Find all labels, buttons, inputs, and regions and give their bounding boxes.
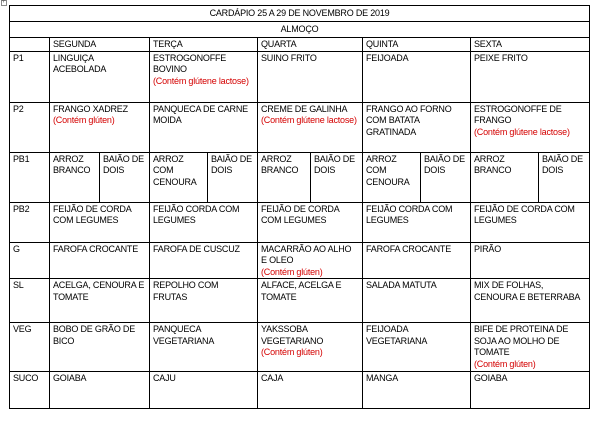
menu-cell <box>363 242 471 279</box>
table-row <box>10 372 590 409</box>
table-row <box>10 202 590 242</box>
day-header-monday: SEGUNDA <box>50 38 150 52</box>
table-row <box>10 323 590 372</box>
menu-table <box>9 5 590 409</box>
menu-cell: ARROZ BRANCO <box>50 152 100 202</box>
dish-text: BIFE DE PROTEINA DE SOJA AO MOLHO DE TOMATE <box>474 324 569 357</box>
dish-text: FEIJOADA <box>366 52 409 63</box>
menu-cell: ACELGA, CENOURA E TOMATE <box>50 279 150 323</box>
menu-cell: FEIJÃO CORDA COM LEGUMES <box>150 202 258 242</box>
meal-heading: ALMOÇO <box>10 22 590 38</box>
menu-cell: ARROZ COM CENOURA <box>150 152 208 202</box>
menu-cell: ARROZ BRANCO <box>471 152 539 202</box>
row-label: SUCO <box>10 372 50 409</box>
menu-cell: REPOLHO COM FRUTAS <box>150 279 258 323</box>
menu-cell <box>50 102 150 152</box>
row-label: P2 <box>10 102 50 152</box>
menu-cell: ARROZ COM CENOURA <box>363 152 421 202</box>
day-header-wednesday: QUARTA <box>258 38 363 52</box>
row-label: VEG <box>10 323 50 372</box>
table-move-handle-icon[interactable] <box>1 0 7 6</box>
row-label: G <box>10 242 50 279</box>
dish-text: FRANGO XADREZ <box>53 103 128 114</box>
menu-cell <box>50 323 150 372</box>
day-header-friday: SEXTA <box>471 38 590 52</box>
day-header-tuesday: TERÇA <box>150 38 258 52</box>
menu-cell: FEIJÃO CORDA COM LEGUMES <box>363 202 471 242</box>
menu-cell <box>258 242 363 279</box>
menu-cell: BAIÃO DE DOIS <box>539 152 590 202</box>
menu-cell <box>258 102 363 152</box>
menu-cell: GOIABA <box>471 372 590 409</box>
menu-cell <box>471 102 590 152</box>
dish-text: FAROFA DE CUSCUZ <box>153 243 240 254</box>
allergen-note: (Contém glútene lactose) <box>261 115 357 125</box>
row-label: PB2 <box>10 202 50 242</box>
menu-cell: MANGA <box>363 372 471 409</box>
dish-text: CREME DE GALINHA <box>261 103 348 114</box>
menu-cell <box>471 51 590 102</box>
dish-text: PANQUECA DE CARNE MOIDA <box>153 103 248 125</box>
menu-cell: FEIJÃO DE CORDA COM LEGUMES <box>258 202 363 242</box>
menu-cell: MIX DE FOLHAS, CENOURA E BETERRABA <box>471 279 590 323</box>
menu-cell: SALADA MATUTA <box>363 279 471 323</box>
allergen-note: (Contém glúten) <box>261 347 323 357</box>
menu-cell: GOIABA <box>50 372 150 409</box>
dish-text: PANQUECA VEGETARIANA <box>153 324 215 346</box>
menu-cell: BAIÃO DE DOIS <box>208 152 258 202</box>
page-title: CARDÁPIO 25 A 29 DE NOVEMBRO DE 2019 <box>10 6 590 22</box>
menu-cell <box>258 51 363 102</box>
menu-cell <box>471 323 590 372</box>
menu-cell <box>363 51 471 102</box>
menu-cell: FEIJÃO DE CORDA COM LEGUMES <box>50 202 150 242</box>
dish-text: PEIXE FRITO <box>474 52 528 63</box>
menu-cell: ALFACE, ACELGA E TOMATE <box>258 279 363 323</box>
dish-text: LINGUIÇA ACEBOLADA <box>53 52 107 74</box>
menu-cell <box>150 51 258 102</box>
dish-text: FEIJOADA VEGETARIANA <box>366 324 428 346</box>
table-row <box>10 279 590 323</box>
menu-cell: CAJU <box>150 372 258 409</box>
allergen-note: (Contém glútene lactose) <box>474 126 570 137</box>
dish-text: PIRÃO <box>474 243 502 254</box>
menu-cell: BAIÃO DE DOIS <box>100 152 150 202</box>
menu-cell <box>363 102 471 152</box>
allergen-note: (Contém glútene lactose) <box>153 75 249 86</box>
table-row <box>10 102 590 152</box>
dish-text: ESTROGONOFFE BOVINO <box>153 52 227 74</box>
menu-cell: ARROZ BRANCO <box>258 152 311 202</box>
allergen-note: (Contém glúten) <box>53 115 115 125</box>
dish-text: FAROFA CROCANTE <box>366 243 452 254</box>
allergen-note: (Contém glúten) <box>474 358 536 369</box>
row-label: SL <box>10 279 50 323</box>
menu-cell <box>258 323 363 372</box>
menu-cell: BAIÃO DE DOIS <box>421 152 471 202</box>
menu-cell: FEIJÃO DE CORDA COM LEGUMES <box>471 202 590 242</box>
menu-cell <box>150 242 258 279</box>
dish-text: SUINO FRITO <box>261 52 317 63</box>
dish-text: FRANGO AO FORNO COM BATATA GRATINADA <box>366 103 452 137</box>
dish-text: MACARRÃO AO ALHO E OLEO <box>261 243 352 265</box>
menu-cell <box>150 323 258 372</box>
table-row <box>10 152 590 202</box>
dish-text: ESTROGONOFFE DE FRANGO <box>474 103 562 125</box>
corner-cell <box>10 38 50 52</box>
row-label: P1 <box>10 51 50 102</box>
table-row <box>10 51 590 102</box>
table-row <box>10 242 590 279</box>
menu-cell: CAJA <box>258 372 363 409</box>
menu-cell <box>150 102 258 152</box>
menu-cell <box>50 242 150 279</box>
menu-cell <box>363 323 471 372</box>
dish-text: FAROFA CROCANTE <box>53 243 139 254</box>
row-label: PB1 <box>10 152 50 202</box>
menu-cell: BAIÃO DE DOIS <box>311 152 363 202</box>
dish-text: YAKSSOBA VEGETARIANO <box>261 324 324 346</box>
dish-text: BOBO DE GRÃO DE BICO <box>53 324 136 346</box>
allergen-note: (Contém glúten) <box>261 266 323 277</box>
menu-cell <box>50 51 150 102</box>
menu-cell <box>471 242 590 279</box>
day-header-thursday: QUINTA <box>363 38 471 52</box>
